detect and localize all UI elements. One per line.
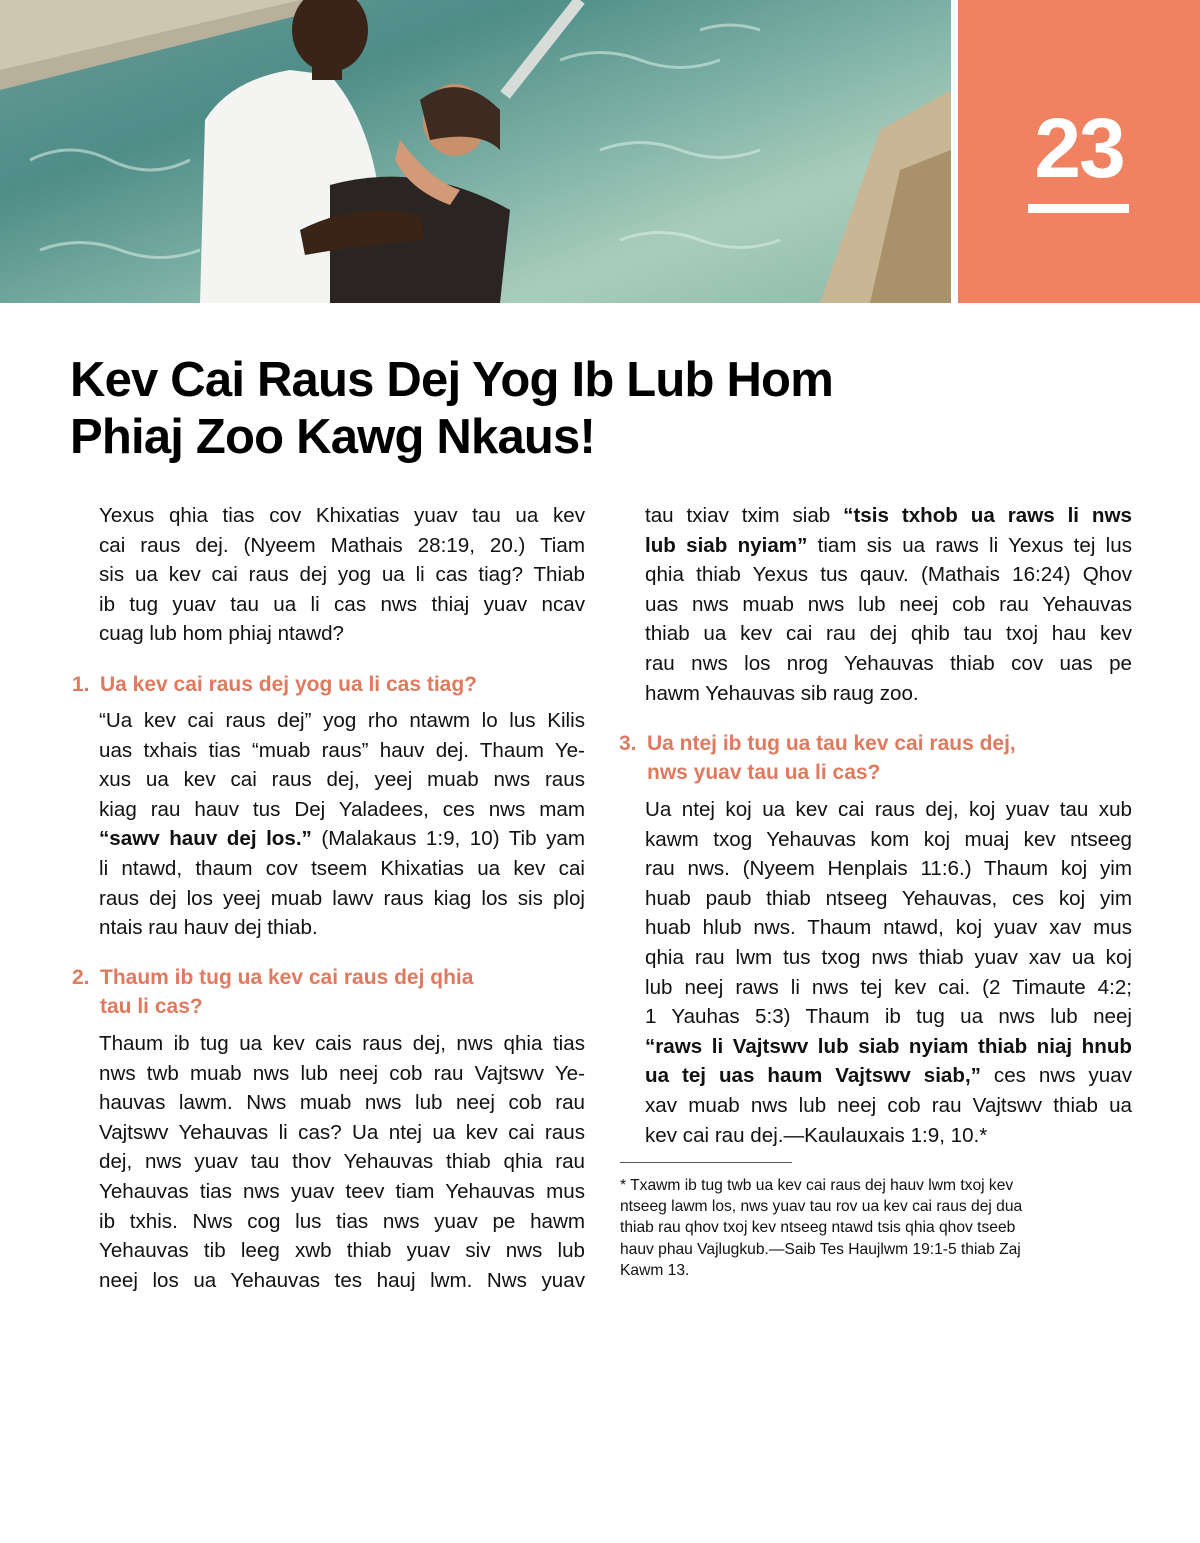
baptism-photo xyxy=(0,0,951,303)
text-line: sis ua kev cai raus dej yog ua li cas tiag? Thiab xyxy=(99,563,585,587)
text-line: ua tej uas haum Vajtswv siab,” ces nws yuav xyxy=(645,1064,1132,1088)
answer-1-paragraph xyxy=(99,706,585,943)
intro-paragraph xyxy=(99,501,585,649)
text-line: cuag lub hom phiaj ntawd? xyxy=(99,622,345,646)
text-line: thiab ua kev cai rau dej qhib tau txoj hau kev xyxy=(645,622,1132,646)
text-line: Yehauvas tias nws yuav teev tiam Yehauvas mus xyxy=(99,1179,585,1203)
footnote xyxy=(620,1175,1100,1281)
lesson-number-underline xyxy=(1028,204,1129,213)
text-line: lub neej raws li nws tej kev cai. (2 Timaute 4:2; xyxy=(645,975,1132,999)
text-line: “sawv hauv dej los.” (Malakaus 1:9, 10) Tib yam xyxy=(99,827,585,851)
question-number: 3. xyxy=(619,732,637,755)
text-line: “Ua kev cai raus dej” yog rho ntawm lo lus Kilis xyxy=(99,709,585,732)
text-line: neej los ua Yehauvas tes hauj lwm. Nws yuav xyxy=(99,1268,585,1292)
text-line: li ntawd, thaum cov tseem Khixatias ua kev cai xyxy=(99,856,585,880)
text-line: hawm Yehauvas sib raug zoo. xyxy=(645,681,919,705)
question-2-heading xyxy=(72,963,473,1021)
text-line: rau nws los nrog Yehauvas thiab cov uas pe xyxy=(645,651,1132,675)
text-line: ntais rau hauv dej thiab. xyxy=(99,916,318,940)
footnote-line: hauv phau Vajlugkub.—Saib Tes Haujlwm 19:1-5 thiab Zaj xyxy=(620,1240,1021,1258)
page-title-line1: Kev Cai Raus Dej Yog Ib Lub Hom xyxy=(70,353,833,407)
text-line: Yehauvas tib leeg xwb thiab yuav siv nws lub xyxy=(99,1239,585,1263)
text-line: hauvas lawm. Nws muab nws lub neej cob rau xyxy=(99,1091,585,1115)
text-line xyxy=(645,1032,1132,1062)
text-line: Ua ntej koj ua kev cai raus dej, koj yuav tau xub xyxy=(645,798,1132,821)
text-line: ib txhis. Nws cog lus tias nws yuav pe hawm xyxy=(99,1209,585,1233)
text-line: nws twb muab nws lub neej cob rau Vajtswv Ye- xyxy=(99,1061,585,1085)
question-number: 2. xyxy=(72,966,90,989)
text-line: 1 Yauhas 5:3) Thaum ib tug ua nws lub neej xyxy=(645,1005,1132,1029)
question-text: Thaum ib tug ua kev cai raus dej qhia xyxy=(100,966,474,989)
text-line: kiag rau hauv tus Dej Yaladees, ces nws mam xyxy=(99,797,585,821)
page-title xyxy=(70,352,833,466)
text-line: lub siab nyiam” tiam sis ua raws li Yexus tej lus xyxy=(645,533,1132,557)
footnote-line: Kawm 13. xyxy=(620,1261,690,1279)
question-text-cont: nws yuav tau ua li cas? xyxy=(647,761,881,784)
text-line: Yexus qhia tias cov Khixatias yuav tau ua kev xyxy=(99,504,585,527)
text-line: uas nws muab nws lub neej cob rau Yehauvas xyxy=(645,592,1132,616)
text-line: dej, nws yuav tau thov Yehauvas thiab qhia rau xyxy=(99,1150,585,1174)
page-title-line2: Phiaj Zoo Kawg Nkaus! xyxy=(70,410,595,464)
answer-2-paragraph xyxy=(99,1029,585,1295)
text-line: uas txhais tias “muab raus” hauv dej. Thaum Ye- xyxy=(99,738,585,762)
baptism-illustration xyxy=(0,0,951,303)
footnote-divider xyxy=(620,1162,792,1163)
emphasis: “tsis txhob ua raws li nws xyxy=(843,504,1132,527)
answer-2-paragraph-continued xyxy=(645,501,1132,708)
question-1-heading xyxy=(72,670,477,699)
question-text: Ua ntej ib tug ua tau kev cai raus dej, xyxy=(647,732,1016,755)
question-3-heading xyxy=(619,729,1016,787)
text-line: huab hlub nws. Thaum ntawd, koj yuav xav mus xyxy=(645,916,1132,940)
emphasis: “sawv hauv dej los.” xyxy=(99,827,312,851)
question-number: 1. xyxy=(72,673,90,696)
text-line: qhia rau lwm tus txog nws thiab yuav xav ua koj xyxy=(645,945,1132,969)
footnote-line: ntseeg lawm los, nws yuav tau rov ua kev cai raus dej dua xyxy=(620,1198,1023,1216)
text-line: Vajtswv Yehauvas li cas? Ua ntej ua kev cai raus xyxy=(99,1120,585,1144)
emphasis: ua tej uas haum Vajtswv siab,” xyxy=(645,1064,981,1088)
text-line: xus ua kev cai raus dej, yeej muab nws raus xyxy=(99,768,585,792)
lesson-number-badge xyxy=(958,0,1200,303)
emphasis: lub siab nyiam” xyxy=(645,533,808,557)
text-line: rau nws. (Nyeem Henplais 11:6.) Thaum koj yim xyxy=(645,857,1132,881)
text-line: xav muab nws lub neej cob rau Vajtswv thiab ua xyxy=(645,1093,1132,1117)
footnote-line: * Txawm ib tug twb ua kev cai raus dej hauv lwm txoj kev xyxy=(620,1177,1014,1194)
question-text: Ua kev cai raus dej yog ua li cas tiag? xyxy=(100,673,477,696)
lesson-number: 23 xyxy=(1034,101,1124,195)
text-line: qhia thiab Yexus tus qauv. (Mathais 16:24) Qhov xyxy=(645,563,1132,587)
footnote-line: thiab rau qhov txoj kev ntseeg ntawd tsis qhia qhov tseeb xyxy=(620,1219,1016,1237)
answer-3-paragraph xyxy=(645,795,1132,1150)
text-line: ib tug yuav tau ua li cas nws thiaj yuav ncav xyxy=(99,592,585,616)
text-line: kev cai rau dej.—Kaulauxais 1:9, 10.* xyxy=(645,1123,988,1147)
text-line: Thaum ib tug ua kev cais raus dej, nws qhia tias xyxy=(99,1032,585,1055)
text-line: kawm txog Yehauvas kom koj muaj kev ntseeg xyxy=(645,827,1132,851)
text-line: raus dej los yeej muab lawv raus kiag los sis ploj xyxy=(99,886,585,910)
question-text-cont: tau li cas? xyxy=(100,995,203,1018)
text-line: cai raus dej. (Nyeem Mathais 28:19, 20.) Tiam xyxy=(99,533,585,557)
emphasis: “raws li Vajtswv lub siab nyiam thiab niaj hnub xyxy=(645,1034,1132,1058)
text-line: tau txiav txim siab “tsis txhob ua raws li nws xyxy=(645,504,1132,527)
text-line: huab paub thiab ntseeg Yehauvas, ces koj yim xyxy=(645,886,1132,910)
